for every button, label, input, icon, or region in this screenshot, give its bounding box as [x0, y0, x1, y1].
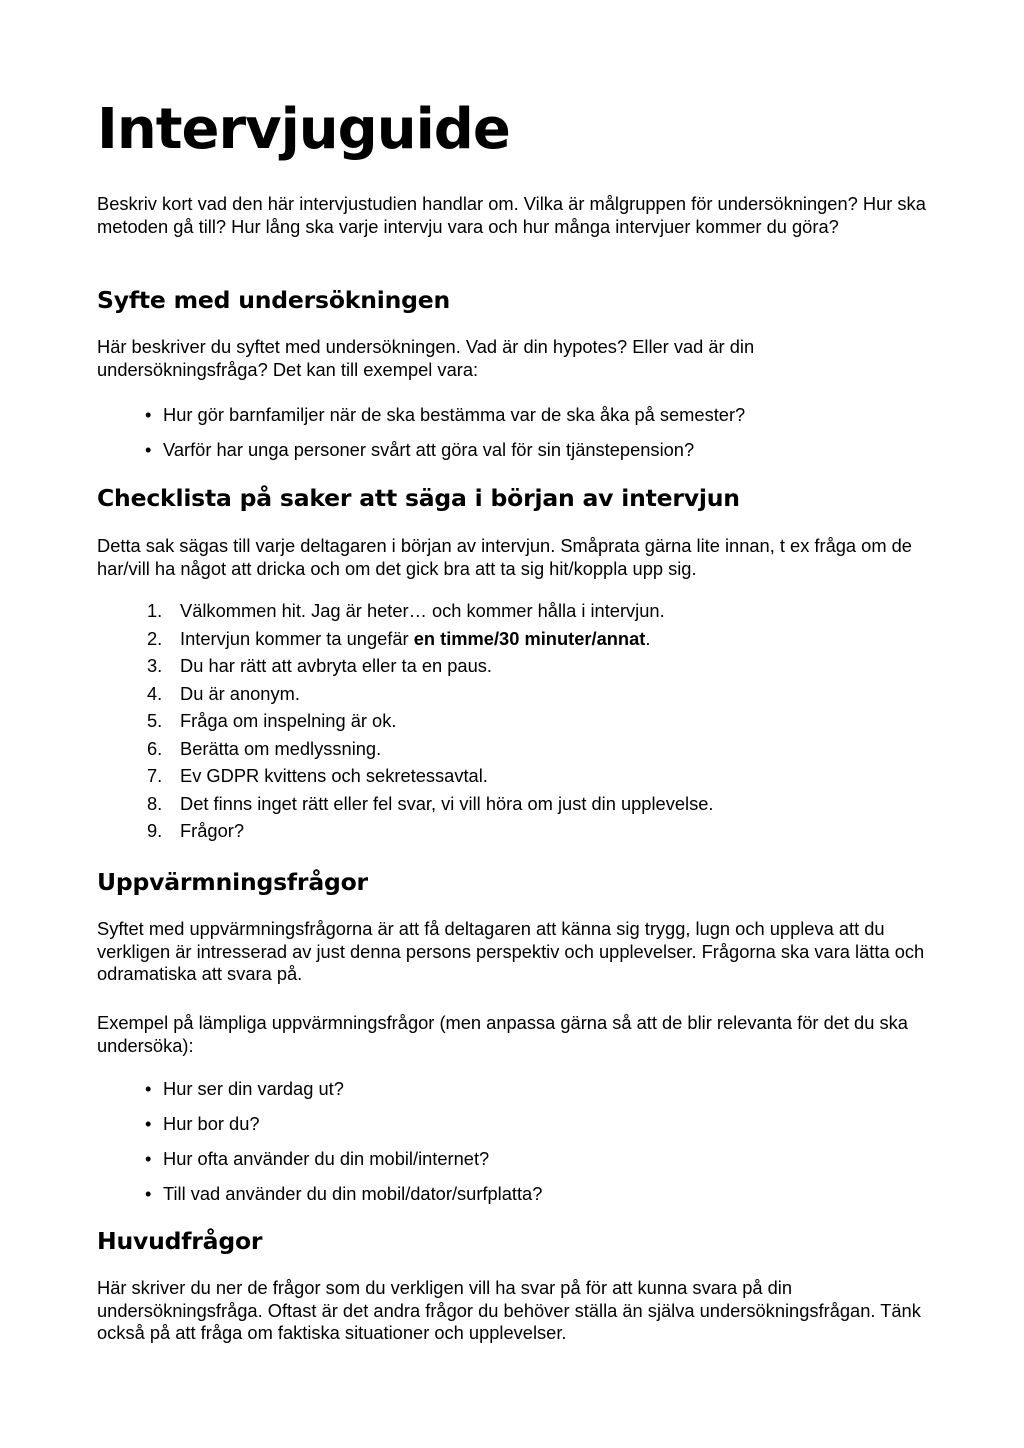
heading-purpose: Syfte med undersökningen [97, 286, 451, 314]
warmup-paragraph-1: Syftet med uppvärmningsfrågorna är att få deltagaren att känna sig trygg, lugn och uppleva att du verkligen är intresserad av just denna persons perspektiv och upplevelser. Frågorna ska vara lätta och odramatiska att svara på. [97, 918, 925, 984]
list-item: • Hur ofta använder du din mobil/internet? [145, 1148, 490, 1169]
list-item: 6. Berätta om medlyssning. [147, 737, 382, 759]
list-item: 1. Välkommen hit. Jag är heter… och kommer hålla i intervjun. [147, 600, 665, 621]
document-title: Intervjuguide [97, 97, 510, 162]
purpose-paragraph: Här beskriver du syftet med undersökningen. Vad är din hypotes? Eller vad är din undersökningsfråga? Det kan till exempel vara: [97, 336, 755, 380]
bullet-icon: • [145, 1183, 152, 1204]
duration-emphasis: en timme/30 minuter/annat [413, 627, 646, 649]
list-item: 4. Du är anonym. [147, 682, 300, 704]
list-item: 3. Du har rätt att avbryta eller ta en paus. [147, 655, 492, 676]
list-item: 8. Det finns inget rätt eller fel svar, vi vill höra om just din upplevelse. [147, 792, 714, 814]
warmup-bullet-list [97, 1078, 542, 1218]
heading-main-questions: Huvudfrågor [97, 1227, 263, 1255]
list-item: • Hur gör barnfamiljer när de ska bestämma var de ska åka på semester? [145, 404, 746, 425]
checklist-numbered-list [97, 600, 713, 848]
list-item: • Varför har unga personer svårt att göra val för sin tjänstepension? [145, 439, 695, 460]
list-item: 7. Ev GDPR kvittens och sekretessavtal. [147, 765, 488, 786]
bullet-icon: • [145, 1113, 152, 1134]
list-item: • Hur ser din vardag ut? [145, 1078, 344, 1099]
heading-warmup: Uppvärmningsfrågor [97, 868, 368, 896]
bullet-icon: • [145, 439, 152, 460]
heading-checklist: Checklista på saker att säga i början av intervjun [97, 484, 740, 512]
bullet-icon: • [145, 1148, 152, 1169]
list-item: 9. Frågor? [147, 820, 245, 841]
list-item: 2. Intervjun kommer ta ungefär en timme/30 minuter/annat. [147, 627, 651, 649]
list-item: • Hur bor du? [145, 1113, 260, 1134]
list-item: 5. Fråga om inspelning är ok. [147, 710, 397, 731]
list-item: • Till vad använder du din mobil/dator/surfplatta? [145, 1183, 543, 1204]
bullet-icon: • [145, 1078, 152, 1099]
intro-paragraph: Beskriv kort vad den här intervjustudien handlar om. Vilka är målgruppen för undersökningen? Hur ska metoden gå till? Hur lång ska varje intervju vara och hur många intervjuer kommer du göra? [97, 193, 926, 237]
purpose-bullet-list [97, 404, 745, 474]
main-questions-paragraph: Här skriver du ner de frågor som du verkligen vill ha svar på för att kunna svara på din undersökningsfråga. Oftast är det andra frågor du behöver ställa än själva undersökningsfrågan. Tänk också på att fråga om faktiska situationer och upplevelser. [97, 1277, 921, 1343]
warmup-paragraph-2: Exempel på lämpliga uppvärmningsfrågor (men anpassa gärna så att de blir relevanta för det du ska undersöka): [97, 1012, 908, 1056]
bullet-icon: • [145, 404, 152, 425]
checklist-paragraph: Detta sak sägas till varje deltagaren i början av intervjun. Småprata gärna lite innan, t ex fråga om de har/vill ha något att dricka och om det gick bra att ta sig hit/koppla upp sig. [97, 535, 912, 579]
